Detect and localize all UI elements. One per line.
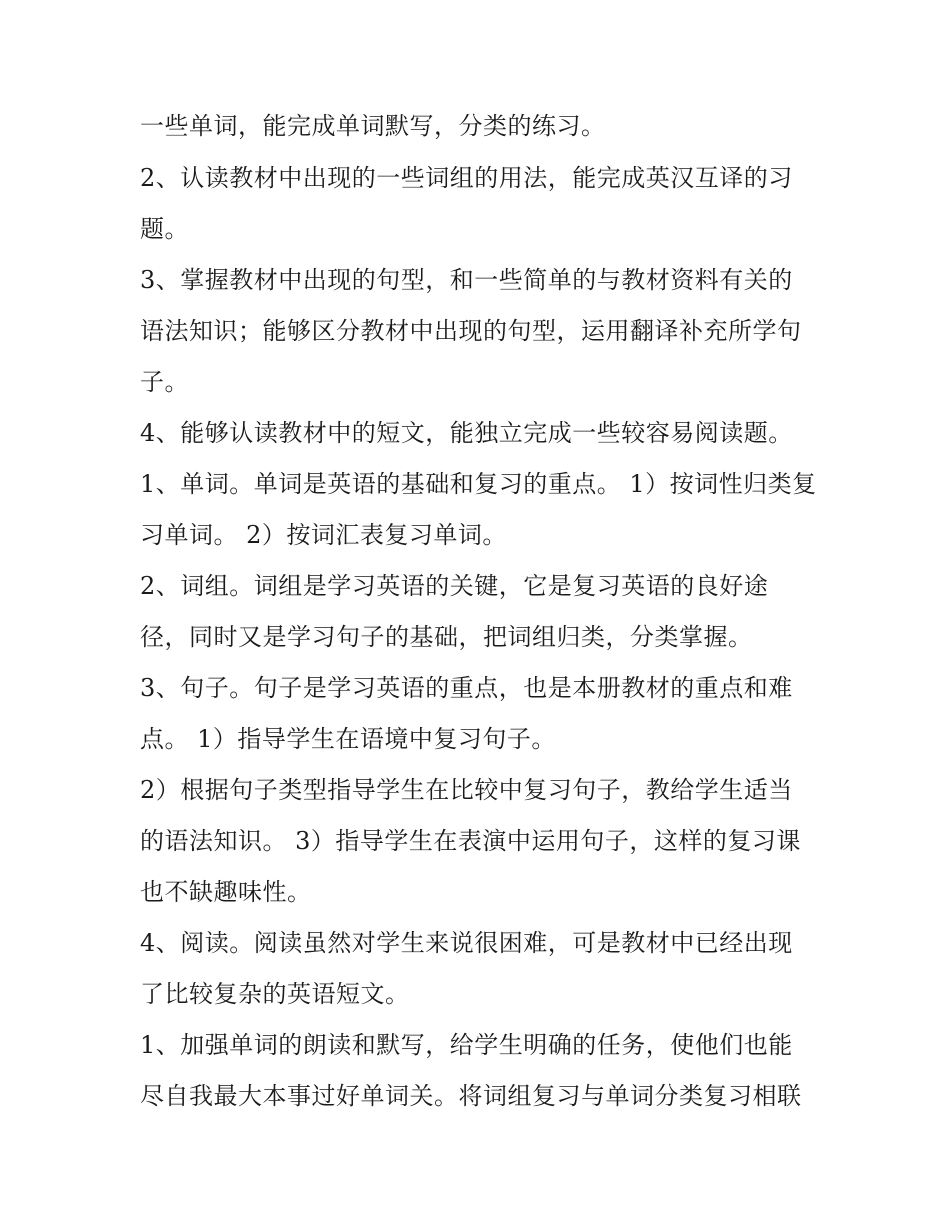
text-line: 4、能够认读教材中的短文，能独立完成一些较容易阅读题。 (140, 419, 793, 447)
text-line: 径，同时又是学习句子的基础，把词组归类，分类掌握。 (140, 623, 753, 651)
text-line: 子。 (140, 368, 189, 396)
text-line: 一些单词，能完成单词默写，分类的练习。 (140, 112, 606, 140)
text-line: 也不缺趣味性。 (140, 878, 312, 906)
text-line: 尽自我最大本事过好单词关。将词组复习与单词分类复习相联 (140, 1082, 802, 1110)
text-line: 点。 1）指导学生在语境中复习句子。 (140, 725, 556, 753)
text-line: 4、阅读。阅读虽然对学生来说很困难，可是教材中已经出现 (140, 929, 793, 957)
text-line: 了比较复杂的英语短文。 (140, 980, 410, 1008)
text-line: 习单词。 2）按词汇表复习单词。 (140, 521, 507, 549)
text-line: 2）根据句子类型指导学生在比较中复习句子，教给学生适当 (140, 776, 793, 804)
text-line: 1、加强单词的朗读和默写，给学生明确的任务，使他们也能 (140, 1031, 793, 1059)
text-line: 语法知识；能够区分教材中出现的句型，运用翻译补充所学句 (140, 317, 802, 345)
text-line: 的语法知识。 3）指导学生在表演中运用句子，这样的复习课 (140, 827, 801, 855)
text-line: 3、句子。句子是学习英语的重点，也是本册教材的重点和难 (140, 674, 793, 702)
text-line: 3、掌握教材中出现的句型，和一些简单的与教材资料有关的 (140, 266, 793, 294)
text-line: 2、词组。词组是学习英语的关键，它是复习英语的良好途 (140, 572, 769, 600)
text-line: 2、认读教材中出现的一些词组的用法，能完成英汉互译的习 (140, 164, 793, 192)
text-line: 1、单词。单词是英语的基础和复习的重点。 1）按词性归类复 (140, 470, 817, 498)
text-line: 题。 (140, 215, 189, 243)
